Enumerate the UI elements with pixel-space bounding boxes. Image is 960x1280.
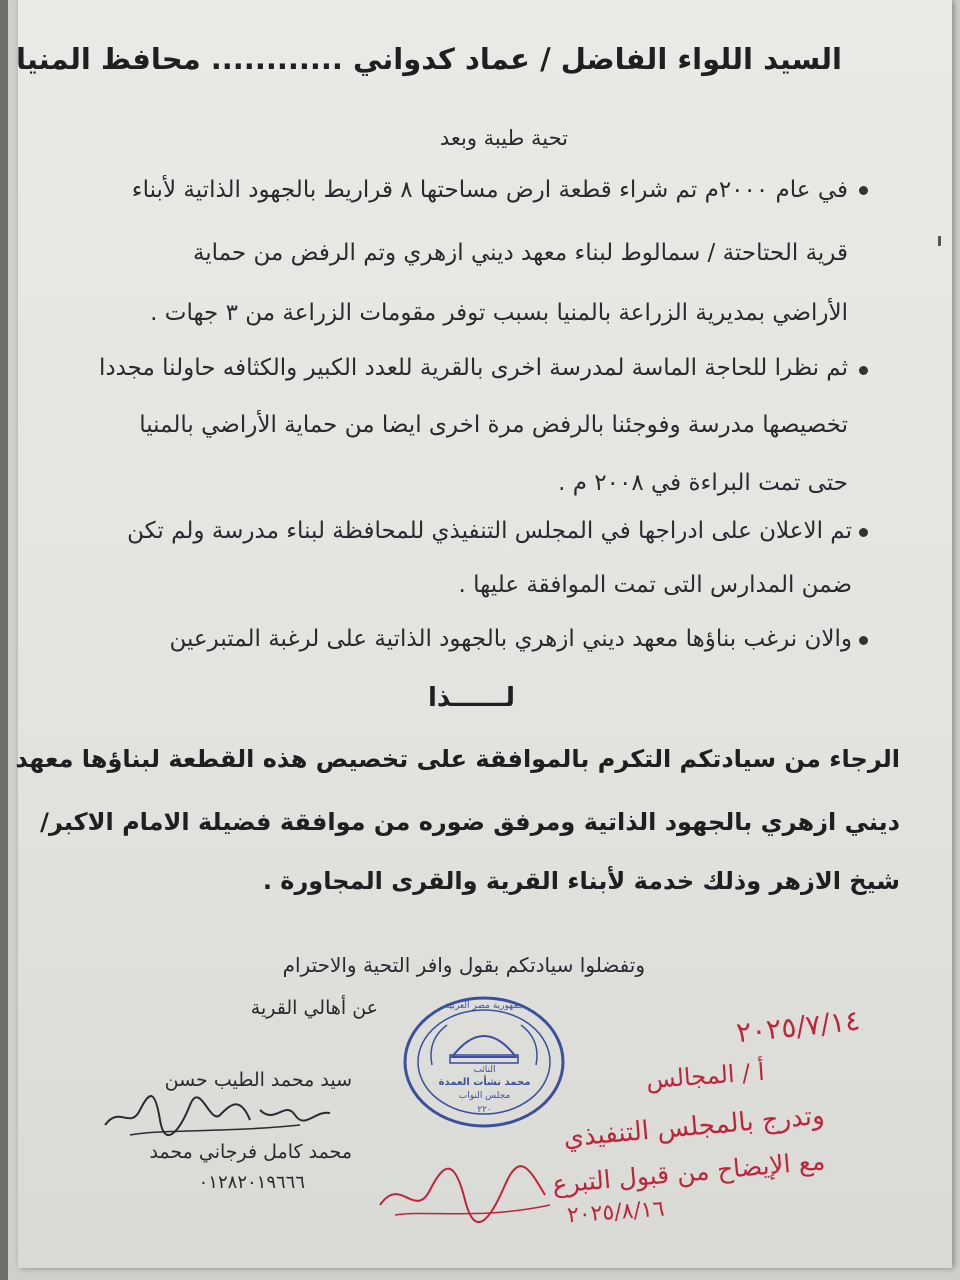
- bullet-4-line-1: والان نرغب بناؤها معهد ديني ازهري بالجهود الذاتية على لرغبة المتبرعين: [169, 626, 852, 652]
- signer-1-name: سيد محمد الطيب حسن: [164, 1069, 352, 1091]
- stamp-top-text: جمهورية مصر العربية: [444, 1001, 525, 1011]
- bullet-1-line-2: قرية الحتاحتة / سمالوط لبناء معهد ديني ازهري وتم الرفض من حماية: [192, 240, 848, 266]
- signer-signature: [100, 1085, 340, 1145]
- bullet-3-line-1: تم الاعلان على ادراجها في المجلس التنفيذي للمحافظة لبناء مدرسة ولم تكن: [127, 518, 852, 544]
- stamp-name: محمد نشأت العمدة: [438, 1077, 531, 1088]
- stamp-body: مجلس النواب: [458, 1091, 511, 1101]
- bullet-1-line-3: الأراضي بمديرية الزراعة بالمنيا بسبب توفر مقومات الزراعة من ٣ جهات .: [150, 300, 848, 326]
- bullet-3-line-2: ضمن المدارس التى تمت الموافقة عليها .: [458, 572, 852, 598]
- annotation-signature-date: ٢٠٢٥/٨/١٦: [566, 1196, 666, 1229]
- stamp-role: النائب: [473, 1065, 496, 1075]
- annotation-line-1: أ / المجالس: [645, 1057, 766, 1095]
- therefore-heading: لــــــذا: [427, 683, 515, 713]
- closing-line: وتفضلوا سيادتكم بقول وافر التحية والاحترام: [282, 953, 645, 977]
- bullet-1-line-1: في عام ٢٠٠٠م تم شراء قطعة ارض مساحتها ٨ قراريط بالجهود الذاتية لأبناء: [131, 177, 848, 203]
- greeting: تحية طيبة وبعد: [439, 126, 568, 150]
- official-signature: [370, 1150, 570, 1230]
- request-line-3: شيخ الازهر وذلك خدمة لأبناء القرية والقرى المجاورة .: [262, 867, 900, 895]
- stamp-number: ٢٢٠: [477, 1105, 492, 1115]
- bullet-2-line-2: تخصيصها مدرسة وفوجئنا بالرفض مرة اخرى ايضا من حماية الأراضي بالمنيا: [139, 412, 848, 438]
- bullet-2-line-3: حتى تمت البراءة في ٢٠٠٨ م .: [558, 470, 848, 496]
- bullet-dot: [859, 366, 868, 375]
- signer-phone: ٠١٢٨٢٠١٩٦٦٦: [198, 1172, 305, 1193]
- signoff-line: عن أهالي القرية: [250, 997, 378, 1019]
- request-line-1: الرجاء من سيادتكم التكرم بالموافقة على تخصيص هذه القطعة لبناؤها معهد: [15, 745, 900, 773]
- annotation-line-3: مع الإيضاح من قبول التبرع: [550, 1146, 826, 1199]
- request-line-2: ديني ازهري بالجهود الذاتية ومرفق ضوره من موافقة فضيلة الامام الاكبر/: [40, 808, 900, 836]
- annotation-line-2: وتدرج بالمجلس التنفيذي: [562, 1100, 826, 1154]
- bullet-dot: [859, 186, 868, 195]
- signer-2-name: محمد كامل فرجاني محمد: [149, 1141, 352, 1163]
- addressee-heading: السيد اللواء الفاضل / عماد كدواني ............ محافظ المنيا: [15, 42, 842, 76]
- bullet-2-line-1: ثم نظرا للحاجة الماسة لمدرسة اخرى بالقرية للعدد الكبير والكثافه حاولنا مجددا: [98, 355, 848, 381]
- paper-mark: [938, 236, 941, 246]
- official-stamp: [402, 995, 567, 1130]
- annotation-date: ٢٠٢٥/٧/١٤: [734, 1003, 862, 1050]
- bullet-dot: [859, 636, 868, 645]
- bullet-dot: [859, 528, 868, 537]
